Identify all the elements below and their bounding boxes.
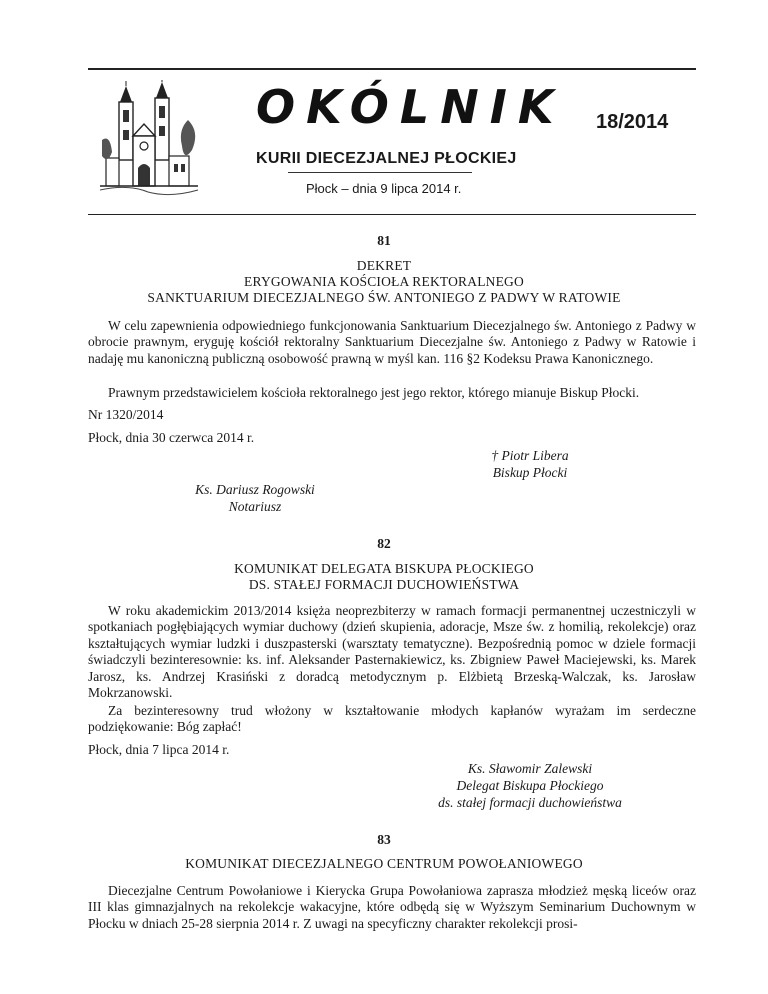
section-heading [0, 856, 768, 872]
heading-line: SANKTUARIUM DIECEZJALNEGO ŚW. ANTONIEGO Z PADWY W RATOWIE [147, 290, 621, 305]
header-top-rule [88, 68, 696, 70]
signature-role: Biskup Płocki [492, 465, 568, 480]
section-heading [0, 258, 768, 306]
paragraph: W celu zapewnienia odpowiedniego funkcjonowania Sanktuarium Diecezjalnego św. Antoniego z Padwy w obrocie prawnym, eryguję kościół rektoralny Sanktuarium Diecezjalne św. Antoniego z Padwy w Ratowie i nadaję mu kanoniczną publiczną osobowość prawną w myśl kan. 116 §2 Kodeksu Prawa Kanonicznego. [88, 318, 696, 366]
signature-role: Delegat Biskupa Płockiego [456, 778, 604, 793]
signature-name: Ks. Dariusz Rogowski [195, 482, 315, 497]
bulletin-subtitle: KURII DIECEZJALNEJ PŁOCKIEJ [256, 150, 517, 167]
signature-role: ds. stałej formacji duchowieństwa [438, 795, 622, 810]
header-bottom-rule [88, 214, 696, 215]
paragraph: Prawnym przedstawicielem kościoła rektoralnego jest jego rektor, którego mianuje Biskup Płocki. [108, 385, 640, 400]
bulletin-title: OKÓLNIK [256, 80, 565, 134]
header-dateline: Płock – dnia 9 lipca 2014 r. [306, 181, 462, 196]
heading-line: ERYGOWANIA KOŚCIOŁA REKTORALNEGO [244, 274, 524, 289]
section-number: 82 [377, 536, 391, 551]
paragraph: Diecezjalne Centrum Powołaniowe i Kierycka Grupa Powołaniowa zaprasza młodzież męską liceów oraz III klas gimnazjalnych na rekolekcje wakacyjne, które odbędą się w Wyższym Seminarium Duchownym w Płocku w dniach 25-28 sierpnia 2014 r. Z uwagi na specyficzny charakter rekolekcji prosi- [88, 883, 696, 931]
section-heading [0, 561, 768, 593]
section-number: 81 [377, 233, 391, 248]
signature-name: † Piotr Libera [491, 448, 569, 463]
church-illustration-icon [98, 80, 200, 200]
heading-line: KOMUNIKAT DIECEZJALNEGO CENTRUM POWOŁANIOWEGO [185, 856, 583, 871]
signature-delegate [415, 760, 645, 811]
section-number: 83 [377, 832, 391, 847]
issue-number: 18/2014 [596, 111, 669, 133]
document-date: Płock, dnia 7 lipca 2014 r. [88, 742, 230, 757]
signature-notary [155, 481, 355, 515]
signature-name: Ks. Sławomir Zalewski [467, 761, 593, 776]
paragraph: Za bezinteresowny trud włożony w kształtowanie młodych kapłanów wyrażam im serdeczne podziękowanie: Bóg zapłać! [88, 703, 696, 735]
subtitle-rule [288, 172, 472, 173]
heading-line: DEKRET [356, 258, 412, 273]
signature-bishop [430, 447, 630, 481]
heading-line: KOMUNIKAT DELEGATA BISKUPA PŁOCKIEGO [234, 561, 534, 576]
signature-role: Notariusz [228, 499, 282, 514]
document-reference: Nr 1320/2014 [88, 407, 164, 422]
document-date: Płock, dnia 30 czerwca 2014 r. [88, 430, 255, 445]
paragraph: W roku akademickim 2013/2014 księża neoprezbiterzy w ramach formacji permanentnej uczestniczyli w spotkaniach pogłębiających wymiar duchowy (dzień skupienia, adoracje, Msze św. z homilią, rekolekcje) oraz kształtujących wymiar ludzki i duszpasterski (warsztaty tematyczne). Bezpośrednią pomoc w dziele formacji świadczyli bezinteresownie: ks. inf. Aleksander Pasternakiewicz, ks. Zbigniew Paweł Maciejewski, ks. Marek Jarosz, ks. Andrzej Krasiński z doradcą metodycznym p. Elżbietą Brzeską-Walczak, ks. Jarosław Mokrzanowski. [88, 603, 696, 701]
heading-line: DS. STAŁEJ FORMACJI DUCHOWIEŃSTWA [248, 577, 520, 592]
